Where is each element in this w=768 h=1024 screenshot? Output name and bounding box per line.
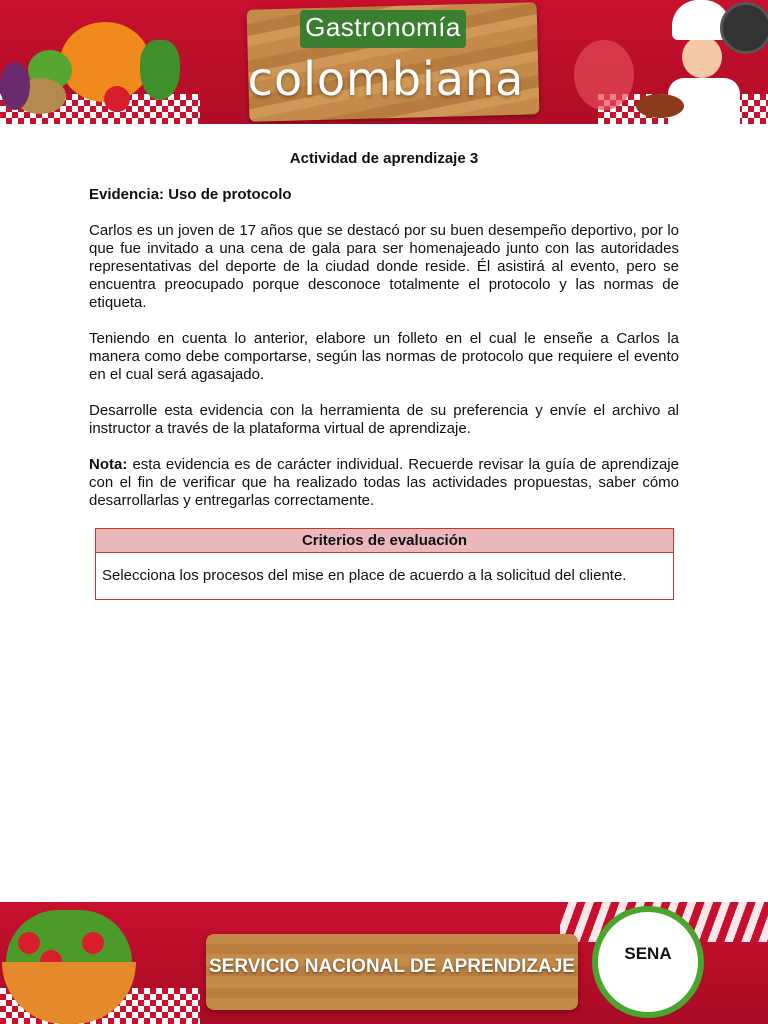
header-banner (0, 0, 768, 124)
note-paragraph (89, 456, 679, 510)
sena-logo-text: SENA (624, 944, 672, 963)
criteria-header: Criterios de evaluación (96, 529, 673, 553)
evidence-heading: Evidencia: Uso de protocolo (89, 186, 292, 203)
criteria-item: Selecciona los procesos del mise en place de acuerdo a la solicitud del cliente. (102, 567, 627, 584)
brand-title-main: colombiana (247, 52, 525, 106)
document-title: Actividad de aprendizaje 3 (289, 150, 479, 167)
paragraph: Teniendo en cuenta lo anterior, elabore un folleto en el cual le enseñe a Carlos la manera como debe comportarse, según las normas de protocolo que requiere el evento en el cual será agasajado. (89, 330, 679, 383)
document-body (89, 150, 679, 528)
footer-banner (0, 902, 768, 1024)
institution-name: SERVICIO NACIONAL DE APRENDIZAJE (209, 956, 575, 977)
paragraph: Carlos es un joven de 17 años que se destacó por su buen desempeño deportivo, por lo que fue invitado a una cena de gala para ser homenajeado junto con las autoridades representativas del deporte de la ciudad donde reside. Él asistirá al evento, pero se encuentra preocupado porque desconoce totalmente el protocolo y las normas de etiqueta. (89, 222, 679, 311)
brand-title-top: Gastronomía (305, 12, 461, 42)
criteria-table (95, 528, 674, 600)
note-text: esta evidencia es de carácter individual. Recuerde revisar la guía de aprendizaje con el fin de verificar que ha realizado todas las actividades propuestas, saber cómo desarrollarlas y entregarlas correctamente. (89, 456, 679, 509)
note-label: Nota: (89, 456, 128, 473)
paragraph: Desarrolle esta evidencia con la herramienta de su preferencia y envíe el archivo al instructor a través de la plataforma virtual de aprendizaje. (89, 402, 679, 437)
